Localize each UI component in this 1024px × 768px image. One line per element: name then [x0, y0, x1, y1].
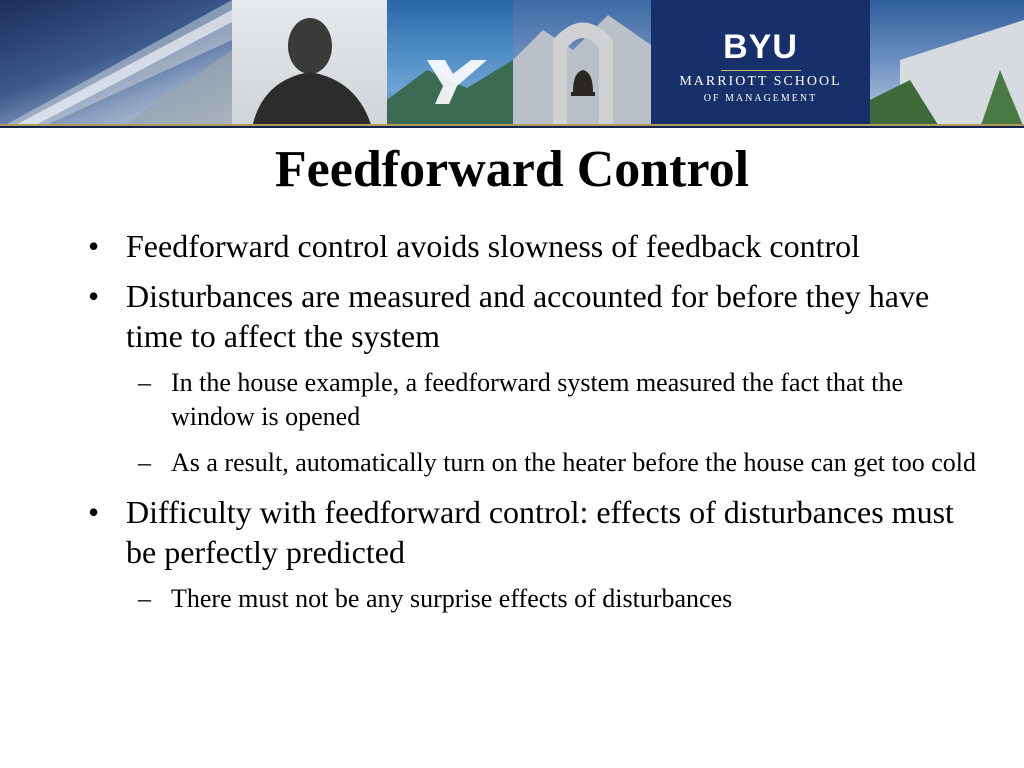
banner-navy-rule: [0, 126, 1024, 128]
slide-title: Feedforward Control: [274, 141, 750, 198]
sub-bullet-text: In the house example, a feedforward system measured the fact that the window is opened: [171, 368, 904, 431]
logo-school-text: MARRIOTT SCHOOL: [679, 74, 842, 89]
logo-divider: [721, 70, 801, 71]
bell-tower-photo: [513, 0, 651, 128]
mountain-y-photo: [387, 0, 513, 128]
bullet-text: Disturbances are measured and accounted for before they have time to affect the system: [126, 278, 930, 354]
byu-marriott-logo: [651, 0, 870, 128]
dash-marker: –: [138, 448, 151, 477]
header-banner: [0, 0, 1024, 128]
bullet-marker: •: [88, 494, 100, 530]
bullet-text: Difficulty with feedforward control: effects of disturbances must be perfectly predicted: [126, 494, 954, 570]
bullet-item: [80, 492, 980, 572]
building-photo-left: [0, 0, 232, 128]
slide-body: [80, 226, 980, 628]
bullet-marker: •: [88, 278, 100, 314]
building-photo-right: [870, 0, 1024, 128]
dash-marker: –: [138, 584, 151, 613]
logo-subtitle-text: OF MANAGEMENT: [703, 93, 818, 104]
sub-bullet-text: As a result, automatically turn on the heater before the house can get too cold: [171, 448, 976, 477]
sub-bullet-item: [80, 446, 980, 480]
bullet-text: Feedforward control avoids slowness of feedback control: [126, 228, 860, 264]
bullet-marker: •: [88, 228, 100, 264]
statue-photo: [232, 0, 387, 128]
logo-byu-text: BYU: [723, 28, 798, 66]
bullet-item: [80, 226, 980, 266]
bullet-item: [80, 276, 980, 356]
dash-marker: –: [138, 368, 151, 397]
sub-bullet-item: [80, 366, 980, 434]
sub-bullet-text: There must not be any surprise effects of disturbances: [171, 584, 733, 613]
sub-bullet-item: [80, 582, 980, 616]
